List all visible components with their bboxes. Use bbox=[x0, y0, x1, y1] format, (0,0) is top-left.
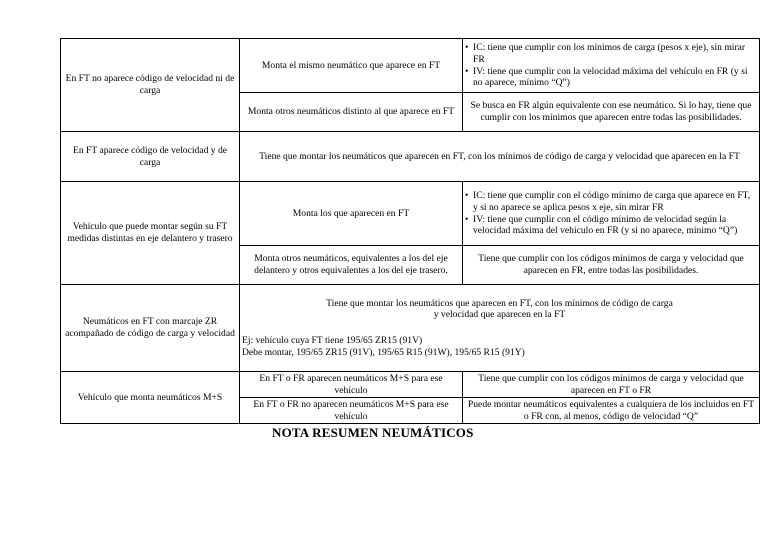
tire-summary-table bbox=[60, 38, 760, 424]
table-row bbox=[61, 132, 760, 182]
bullet-icon: • bbox=[465, 42, 469, 54]
table-row bbox=[61, 39, 760, 93]
category-cell: Vehículo que puede montar según su FT medidas distintas en eje delantero y trasero bbox=[61, 182, 240, 285]
requirement-cell: Tiene que montar los neumáticos que aparecen en FT, con los mínimos de código de carga y velocidad que aparecen en la FT bbox=[240, 132, 760, 182]
requirement-cell bbox=[463, 182, 760, 246]
requirement-cell: Se busca en FR algún equivalente con ese neumático. Si lo hay, tiene que cumplir con los mínimos que aparecen entre todas las posibilidades. bbox=[463, 93, 760, 132]
bullet-icon: • bbox=[465, 213, 469, 225]
table-row bbox=[61, 285, 760, 372]
case-cell: Monta otros neumáticos distinto al que aparece en FT bbox=[240, 93, 463, 132]
list-item: • IV: tiene que cumplir con el código mínimo de velocidad según la velocidad máxima del vehículo en FR (y si no aparece, mínimo “Q”) bbox=[465, 213, 738, 237]
zr-rule: Tiene que montar los neumáticos que aparecen en FT, con los mínimos de código de carga y velocidad que aparecen en la FT bbox=[326, 297, 673, 321]
category-cell: En FT no aparece código de velocidad ni de carga bbox=[61, 39, 240, 132]
zr-example: Ej: vehículo cuya FT tiene 195/65 ZR15 (91V) bbox=[242, 335, 423, 346]
bullet-icon: • bbox=[465, 65, 469, 77]
zr-example: Debe montar, 195/65 ZR15 (91V), 195/65 R15 (91W), 195/65 R15 (91Y) bbox=[242, 346, 525, 358]
requirement-cell: Tiene que cumplir con los códigos mínimos de carga y velocidad que aparecen en FT o FR bbox=[463, 372, 760, 398]
case-cell: Monta el mismo neumático que aparece en FT bbox=[240, 39, 463, 93]
category-cell: En FT aparece código de velocidad y de carga bbox=[61, 132, 240, 182]
table-row bbox=[61, 182, 760, 246]
category-cell: Vehículo que monta neumáticos M+S bbox=[61, 372, 240, 424]
case-cell: En FT o FR aparecen neumáticos M+S para ese vehículo bbox=[240, 372, 463, 398]
list-item: • IV: tiene que cumplir con la velocidad máxima del vehículo en FR (y si no aparece, mínimo “Q”) bbox=[465, 65, 748, 89]
list-item: • IC: tiene que cumplir con el código mínimo de carga que aparece en FT, y si no aparece se aplica pesos x eje, sin mirar FR bbox=[465, 190, 751, 213]
page-title: NOTA RESUMEN NEUMÁTICOS bbox=[272, 425, 474, 440]
table-row bbox=[61, 372, 760, 398]
category-cell: Neumáticos en FT con marcaje ZR acompañado de código de carga y velocidad bbox=[61, 285, 240, 372]
requirement-cell: Puede montar neumáticos equivalentes a cualquiera de los incluidos en FT o FR con, al menos, código de velocidad “Q” bbox=[463, 398, 760, 424]
case-cell: Monta los que aparecen en FT bbox=[240, 182, 463, 246]
list-item: • IC: tiene que cumplir con los mínimos de carga (pesos x eje), sin mirar FR bbox=[465, 42, 746, 65]
requirement-cell: Tiene que cumplir con los códigos mínimos de carga y velocidad que aparecen en FR, entre todas las posibilidades. bbox=[463, 246, 760, 285]
bullet-icon: • bbox=[465, 190, 469, 202]
case-cell: En FT o FR no aparecen neumáticos M+S para ese vehículo bbox=[240, 398, 463, 424]
case-cell: Monta otros neumáticos, equivalentes a los del eje delantero y otros equivalentes a los del eje trasero. bbox=[240, 246, 463, 285]
requirement-cell bbox=[240, 285, 760, 372]
requirement-cell bbox=[463, 39, 760, 93]
